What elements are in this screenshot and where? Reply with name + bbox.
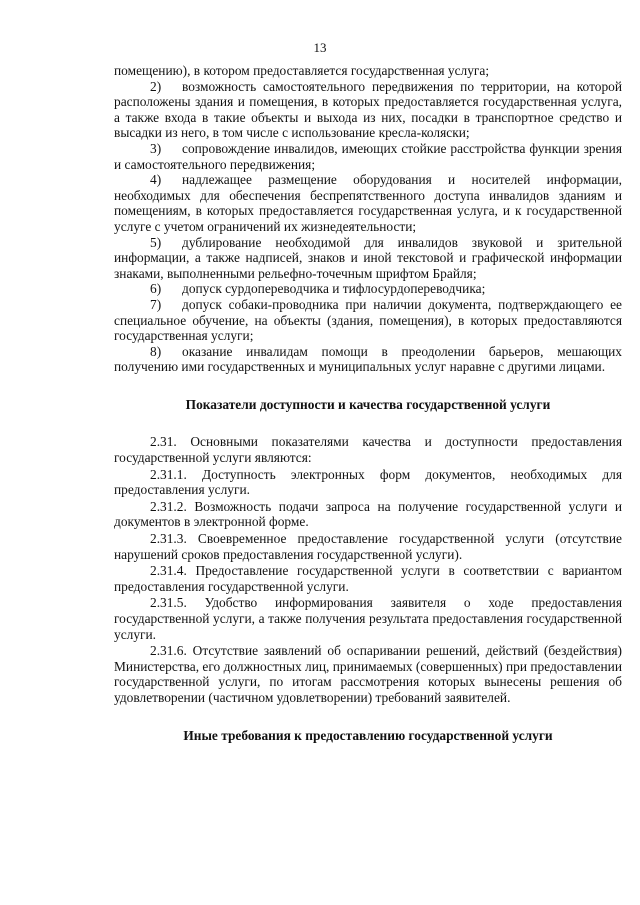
paragraph: 2.31.2. Возможность подачи запроса на получение государственной услуги и документов в электронной форме. — [114, 498, 622, 530]
document-body — [114, 63, 622, 743]
paragraph: 2.31.5. Удобство информирования заявителя о ходе предоставления государственной услуги, а также получения результата предоставления государственной услуги. — [114, 595, 622, 642]
list-item-text: допуск собаки-проводника при наличии документа, подтверждающего ее специальное обучение, на объекты (здания, помещения), в которых предоставляются государственная услуги; — [114, 296, 622, 344]
list-item-number: 5) — [150, 234, 162, 250]
list-item-text: сопровождение инвалидов, имеющих стойкие расстройства функции зрения и самостоятельного передвижения; — [114, 140, 622, 172]
list-item-number: 4) — [150, 172, 162, 188]
list-item-number: 3) — [150, 140, 162, 156]
list-item — [114, 297, 622, 344]
paragraph: 2.31.3. Своевременное предоставление государственной услуги (отсутствие нарушений сроков предоставления государственной услуги). — [114, 531, 622, 562]
paragraph: 2.31.6. Отсутствие заявлений об оспаривании решений, действий (бездействия) Министерства, его должностных лиц, принимаемых (совершенных) при предоставлении государственной услуги, по итогам рассмотрения которых вынесены решения об удовлетворении (частичном удовлетворении) требований заявителей. — [114, 643, 622, 705]
list-item-number: 2) — [150, 78, 162, 94]
section-heading-accessibility: Показатели доступности и качества государственной услуги — [185, 396, 551, 412]
list-item — [114, 235, 622, 282]
paragraph: 2.31.1. Доступность электронных форм документов, необходимых для предоставления услуги. — [114, 466, 622, 498]
list-item — [114, 79, 622, 141]
page-number: 13 — [313, 40, 327, 55]
list-item — [114, 344, 622, 375]
list-item-text: допуск сурдопереводчика и тифлосурдопереводчика; — [182, 281, 486, 297]
list-item-text: дублирование необходимой для инвалидов звуковой и зрительной информации, а также надписей, знаков и иной текстовой и графической информации знаками, выполненными рельефно-точечным шрифтом Брайля; — [114, 234, 622, 281]
list-item-continuation: помещению), в котором предоставляется государственная услуга; — [114, 63, 490, 78]
list-item-number: 7) — [150, 296, 162, 312]
list-item — [114, 141, 622, 172]
section-heading-other-requirements: Иные требования к предоставлению государственной услуги — [183, 727, 553, 743]
list-item-text: надлежащее размещение оборудования и носителей информации, необходимых для обеспечения беспрепятственного доступа инвалидов зданиям и помещениям, в которых предоставляется государственная услуга, и к государственной услуге с учетом ограничений их жизнедеятельности; — [114, 172, 622, 234]
list-item-number: 6) — [150, 281, 162, 297]
list-item — [114, 281, 622, 297]
list-item-text: оказание инвалидам помощи в преодолении барьеров, мешающих получению ими государственных и муниципальных услуг наравне с другими лицами. — [114, 343, 622, 375]
list-item — [114, 172, 622, 234]
paragraph: 2.31. Основными показателями качества и доступности предоставления государственной услуги являются: — [114, 434, 622, 466]
paragraph: 2.31.4. Предоставление государственной услуги в соответствии с вариантом предоставления государственной услуги. — [114, 563, 622, 594]
list-item-number: 8) — [150, 343, 162, 359]
list-item-text: возможность самостоятельного передвижения по территории, на которой расположены здания и помещения, в которых предоставляется государственная услуга, а также входа в такие объекты и выхода из них, посадки в транспортное средство и высадки из него, в том числе с использование кресла-коляски; — [114, 78, 622, 141]
